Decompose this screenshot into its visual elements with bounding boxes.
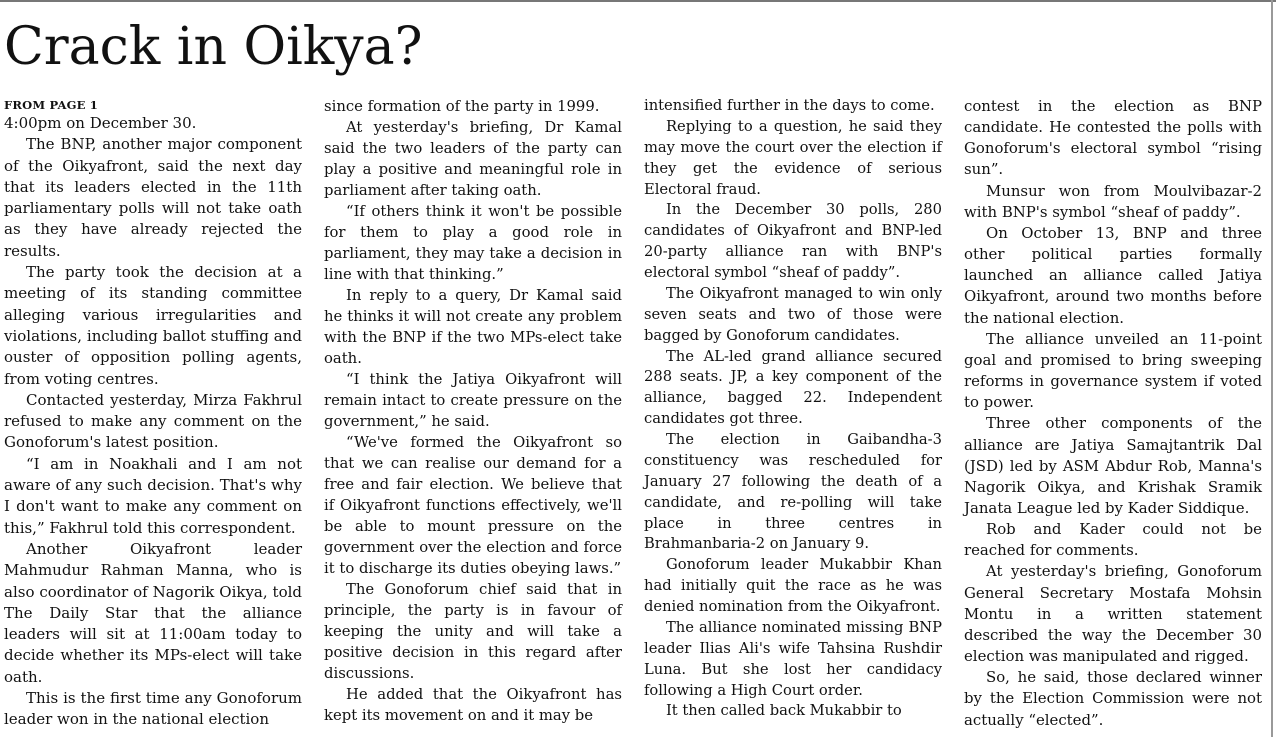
paragraph: Rob and Kader could not be reached for comments.: [964, 520, 1262, 560]
paragraph: “If others think it won't be possible for them to play a good role in parliament, they may take a decision in line with that thinking.”: [324, 203, 622, 284]
top-rule: [0, 0, 1276, 2]
paragraph: This is the first time any Gonoforum leader won in the national election: [4, 689, 302, 729]
paragraph: The BNP, another major component of the Oikyafront, said the next day that its leaders elected in the 11th parliamentary polls will not take oath as they have already rejected the results.: [4, 135, 302, 260]
paragraph: The alliance unveiled an 11-point goal and promised to bring sweeping reforms in governance system if voted to power.: [964, 329, 1262, 412]
paragraph: since formation of the party in 1999.: [324, 98, 600, 115]
paragraph: intensified further in the days to come.: [644, 97, 935, 114]
paragraph: Gonoforum leader Mukabbir Khan had initially quit the race as he was denied nomination from the Oikyafront.: [644, 556, 942, 615]
paragraph: The alliance nominated missing BNP leader Ilias Ali's wife Tahsina Rushdir Luna. But she lost her candidacy following a High Court order.: [644, 618, 942, 699]
paragraph: So, he said, those declared winner by the Election Commission were not actually “elected”.: [964, 668, 1262, 729]
paragraph: In the December 30 polls, 280 candidates of Oikyafront and BNP-led 20-party alliance ran with BNP's electoral symbol “sheaf of paddy”.: [644, 201, 942, 281]
paragraph: contest in the election as BNP candidate. He contested the polls with Gonoforum's electoral symbol “rising sun”.: [964, 97, 1262, 179]
paragraph: The party took the decision at a meeting of its standing committee alleging various irregularities and violations, including ballot stuffing and ouster of opposition polling agents, from voting centres.: [4, 263, 302, 388]
article-column-4: [964, 96, 1262, 731]
paragraph: Replying to a question, he said they may move the court over the election if they get the evidence of serious Electoral fraud.: [644, 117, 942, 198]
paragraph: Munsur won from Moulvibazar-2 with BNP's symbol “sheaf of paddy”.: [964, 181, 1262, 221]
paragraph: It then called back Mukabbir to: [666, 702, 902, 720]
paragraph: At yesterday's briefing, Gonoforum General Secretary Mostafa Mohsin Montu in a written statement described the way the December 30 election was manipulated and rigged.: [964, 562, 1262, 666]
kicker-from-page: FROM PAGE 1: [4, 98, 98, 112]
paragraph: The Oikyafront managed to win only seven seats and two of those were bagged by Gonoforum candidates.: [644, 284, 942, 344]
paragraph: Three other components of the alliance are Jatiya Samajtantrik Dal (JSD) led by ASM Abdur Rob, Manna's Nagorik Oikya, and Krishak Sramik Janata League led by Kader Siddique.: [964, 414, 1262, 517]
headline: Crack in Oikya?: [4, 17, 423, 77]
article-column-3: [644, 96, 942, 722]
paragraph: The Gonoforum chief said that in principle, the party is in favour of keeping the unity and will take a positive decision in this regard after discussions.: [324, 581, 622, 683]
paragraph: He added that the Oikyafront has kept its movement on and it may be: [324, 686, 622, 725]
article-column-2: [324, 96, 622, 726]
paragraph: On October 13, BNP and three other political parties formally launched an alliance called Jatiya Oikyafront, around two months before the national election.: [964, 223, 1262, 327]
paragraph: “We've formed the Oikyafront so that we can realise our demand for a free and fair election. We believe that if Oikyafront functions effectively, we'll be able to mount pressure on the government over the election and force it to discharge its duties obeying laws.”: [324, 434, 622, 578]
paragraph: “I am in Noakhali and I am not aware of any such decision. That's why I don't want to make any comment on this,” Fakhrul told this correspondent.: [4, 454, 302, 537]
paragraph: Contacted yesterday, Mirza Fakhrul refused to make any comment on the Gonoforum's latest position.: [4, 390, 302, 452]
paragraph: 4:00pm on December 30.: [4, 114, 197, 132]
paragraph: In reply to a query, Dr Kamal said he thinks it will not create any problem with the BNP if the two MPs-elect take oath.: [324, 287, 622, 368]
page-edge-rule: [1271, 0, 1273, 737]
paragraph: The AL-led grand alliance secured 288 seats. JP, a key component of the alliance, bagged 22. Independent candidates got three.: [644, 347, 942, 428]
paragraph: The election in Gaibandha-3 constituency was rescheduled for January 27 following the death of a candidate, and re-polling will take place in three centres in Brahmanbaria-2 on January 9.: [644, 431, 942, 553]
article-column-1: [4, 96, 302, 731]
paragraph: “I think the Jatiya Oikyafront will remain intact to create pressure on the government,” he said.: [324, 371, 622, 431]
paragraph: Another Oikyafront leader Mahmudur Rahman Manna, who is also coordinator of Nagorik Oikya, told The Daily Star that the alliance leaders will sit at 11:00am today to decide whether its MPs-elect will take oath.: [4, 539, 302, 686]
paragraph: At yesterday's briefing, Dr Kamal said the two leaders of the party can play a positive and meaningful role in parliament after taking oath.: [324, 119, 622, 200]
